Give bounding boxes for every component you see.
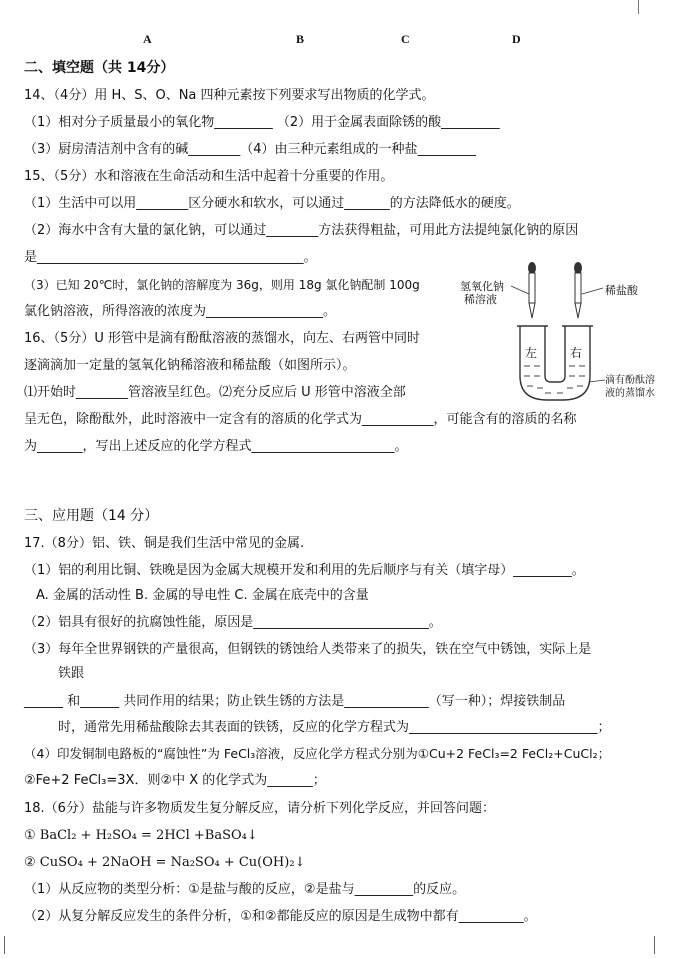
q17-line4: （3）每年全世界钢铁的产量很高，但钢铁的锈蚀给人类带来了的损失，铁在空气中锈蚀，实际上是 [24, 642, 592, 657]
q17-line1: （1）铝的利用比铜、铁晚是因为金属大规模开发和利用的先后顺序与有关（填字母）_________。 [24, 563, 585, 578]
right-tube-label: 右 [570, 346, 583, 360]
u-tube-figure [455, 258, 670, 408]
solution-label-2: 液的蒸馏水 [605, 388, 655, 399]
left-dropper-label-2: 稀溶液 [464, 293, 497, 306]
crop-mark-bottom-right [636, 936, 655, 954]
q17-stem: 17.（8分）铝、铁、铜是我们生活中常见的金属. [24, 536, 305, 551]
choice-b: B [296, 32, 305, 46]
q14-line1: （1）相对分子质量最小的氧化物_________ （2）用于金属表面除锈的酸_________ [24, 115, 500, 130]
q15-line3: 是_________________________________________。 [24, 250, 317, 265]
q14-line2: （3）厨房清洁剂中含有的碱________（4）由三种元素组成的一种盐_________ [24, 142, 477, 157]
crop-mark-bottom-left [4, 936, 23, 954]
choice-d: D [512, 32, 521, 46]
q16-line2: 逐滴滴加一定量的氢氧化钠稀溶液和稀盐酸（如图所示）。 [24, 358, 356, 373]
right-dropper-label: 稀盐酸 [605, 284, 638, 297]
q17-options: A. 金属的活动性 B. 金属的导电性 C. 金属在底壳中的含量 [36, 588, 369, 603]
q16-line3: ⑴开始时________管溶液呈红色。⑵充分反应后 U 形管中溶液全部 [24, 385, 406, 400]
section2-heading: 二、填空题（共 14分） [24, 60, 175, 76]
q15-line5: 氯化钠溶液，所得溶液的浓度为__________________。 [24, 304, 337, 319]
u-tube [517, 326, 593, 400]
q15-stem: 15、（5分）水和溶液在生命活动和生活中起着十分重要的作用。 [24, 169, 394, 184]
q16-line1: 16、（5分）U 形管中是滴有酚酞溶液的蒸馏水，向左、右两管中同时 [24, 331, 420, 346]
q17-line3: （2）铝具有很好的抗腐蚀性能，原因是___________________________。 [24, 615, 442, 630]
solution-label-1: 滴有酚酞溶 [605, 375, 655, 386]
section3-heading: 三、应用题（14 分） [24, 508, 159, 524]
left-dropper [528, 262, 536, 318]
q15-line1: （1）生活中可以用________区分硬水和软水，可以通过_______的方法降低水的硬度。 [24, 196, 520, 211]
crop-mark-top-right [638, 0, 639, 14]
q18-equation-1: ① BaCl₂ + H₂SO₄ = 2HCl +BaSO₄↓ [24, 828, 258, 843]
liquid-fill [524, 366, 585, 393]
q17-line6: ______ 和______ 共同作用的结果；防止铁生锈的方法是_____________（写一种）；焊接铁制品 [24, 694, 566, 709]
q17-line8: （4）印发铜制电路板的“腐蚀性”为 FeCl₃溶液，反应化学方程式分别为①Cu+2 FeCl₃=2 FeCl₂+CuCl₂； [24, 746, 611, 761]
q16-line5: 为_______，写出上述反应的化学方程式______________________。 [24, 439, 408, 454]
choice-a: A [143, 32, 152, 46]
left-tube-label: 左 [525, 346, 538, 360]
q18-stem: 18.（6分）盐能与许多物质发生复分解反应，请分析下列化学反应，并回答问题： [24, 801, 495, 816]
q17-line5: 铁跟 [58, 666, 85, 681]
q16-line4: 呈无色，除酚酞外，此时溶液中一定含有的溶质的化学式为___________，可能含有的溶质的名称 [24, 412, 577, 427]
q17-line9: ②Fe+2 FeCl₃=3X．则②中 X 的化学式为_______； [24, 773, 326, 788]
q15-line4: （3）已知 20℃时，氯化钠的溶解度为 36g，则用 18g 氯化钠配制 100g [24, 278, 420, 292]
q18-line1: （1）从反应物的类型分析：①是盐与酸的反应，②是盐与_________的反应。 [24, 882, 466, 897]
right-dropper [574, 262, 582, 318]
q17-line7: 时，通常先用稀盐酸除去其表面的铁锈，反应的化学方程式为_____________________________； [58, 720, 611, 735]
q18-line2: （2）从复分解反应发生的条件分析，①和②都能反应的原因是生成物中都有__________。 [24, 909, 537, 924]
left-dropper-label-1: 氢氧化钠 [460, 280, 504, 293]
choice-c: C [401, 32, 410, 46]
q14-stem: 14、（4分）用 H、S、O、Na 四种元素按下列要求写出物质的化学式。 [24, 88, 435, 103]
q15-line2: （2）海水中含有大量的氯化钠，可以通过________方法获得粗盐，可用此方法提纯氯化钠的原因 [24, 223, 579, 238]
q18-equation-2: ② CuSO₄ + 2NaOH = Na₂SO₄ + Cu(OH)₂↓ [24, 855, 306, 870]
